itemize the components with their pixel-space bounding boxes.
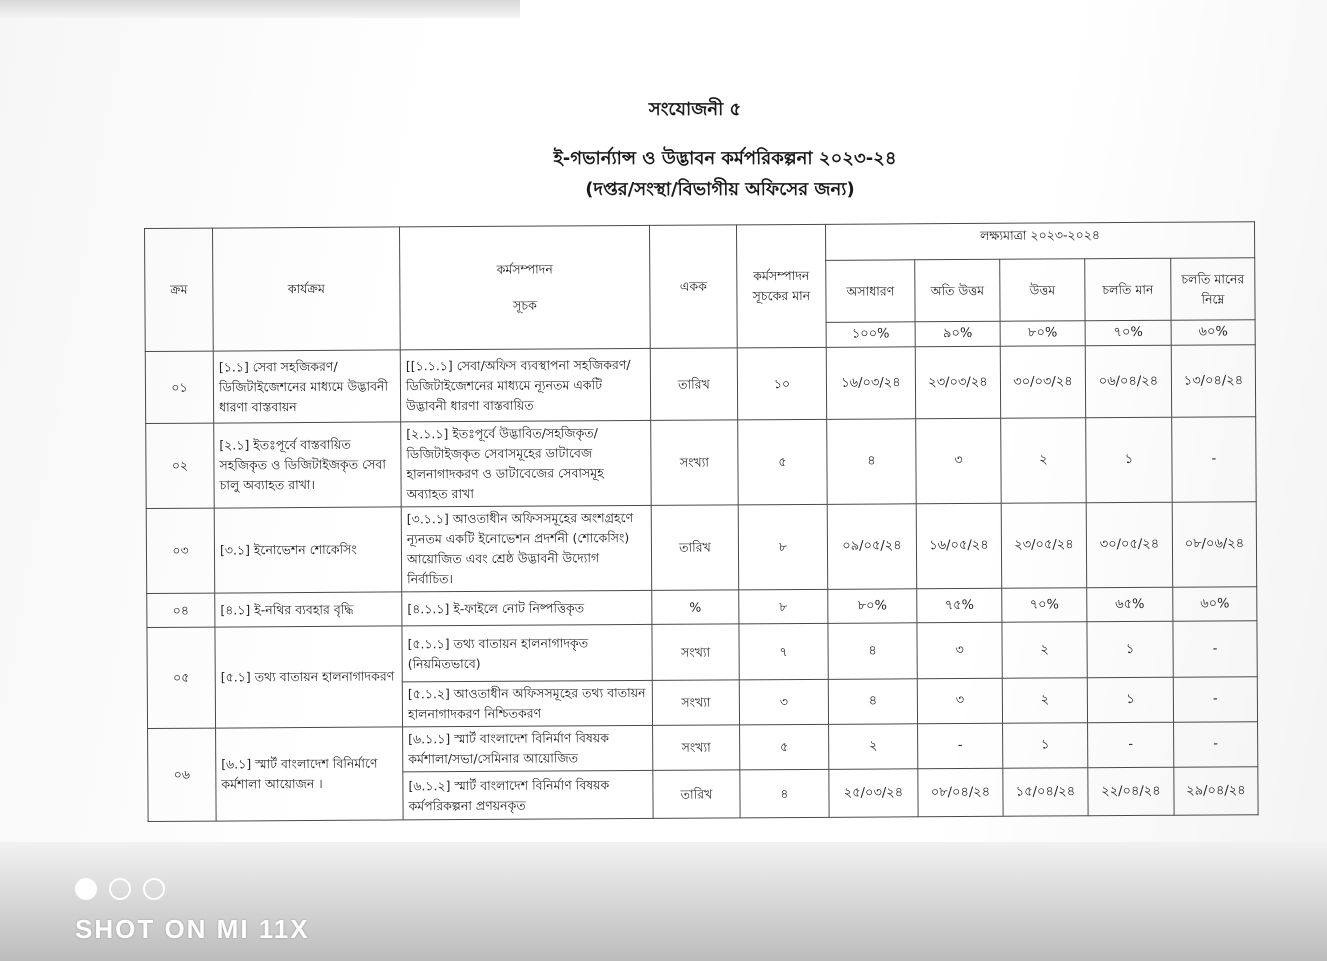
target-cell: ২৩/০৫/২৪ — [1001, 503, 1087, 589]
target-cell: ১৫/০৪/২৪ — [1003, 768, 1088, 817]
header-level-outstanding: অসাধারণ — [826, 260, 915, 323]
unit-cell: % — [652, 590, 739, 625]
header-indicator-top: কর্মসম্পাদন — [496, 261, 553, 277]
target-cell: ২২/০৪/২৪ — [1088, 767, 1174, 816]
target-cell: ৬৫% — [1087, 587, 1173, 622]
weight-cell: ৫ — [740, 724, 829, 770]
target-cell: ০৬/০৪/২৪ — [1085, 345, 1171, 418]
header-indicator — [399, 225, 650, 350]
serial-cell: ০২ — [146, 423, 215, 508]
circle-icon — [143, 878, 165, 900]
target-cell: ১ — [1086, 417, 1173, 503]
target-cell: ৪ — [828, 623, 917, 680]
activity-cell: [৪.১] ই-নথির ব্যবহার বৃদ্ধি — [215, 592, 402, 627]
indicator-cell: [৫.১.১] তথ্য বাতায়ন হালনাগাদকৃত (নিয়মিতভাবে) — [402, 624, 652, 682]
target-cell: - — [1088, 722, 1174, 768]
target-cell: ২ — [1002, 622, 1087, 679]
target-cell: ২ — [1001, 418, 1087, 504]
unit-cell: তারিখ — [651, 505, 739, 591]
target-cell: - — [1173, 621, 1257, 678]
target-cell: ২ — [1002, 678, 1087, 724]
target-cell: - — [1174, 722, 1258, 768]
header-percent: ৯০% — [915, 321, 1000, 347]
indicator-cell: [৬.১.২] স্মার্ট বাংলাদেশ বিনির্মাণ বিষয়ক কর্মপরিকল্পনা প্রণয়নকৃত — [403, 770, 653, 820]
target-cell: ২ — [829, 724, 918, 770]
weight-cell: ১০ — [737, 347, 826, 420]
table-row — [147, 621, 1257, 684]
target-cell: ৩০/০৩/২৪ — [1000, 346, 1085, 419]
header-target: লক্ষ্যমাত্রা ২০২৩-২০২৪ — [825, 222, 1254, 261]
table-row — [145, 345, 1255, 424]
header-level-very-good: অতি উত্তম — [915, 259, 1000, 322]
indicator-cell: [৪.১.১] ই-ফাইলে নোট নিষ্পত্তিকৃত — [402, 590, 652, 626]
header-weight: কর্মসম্পাদন সূচকের মান — [736, 224, 826, 348]
target-cell: ২৫/০৩/২৪ — [829, 769, 918, 818]
header-percent: ১০০% — [826, 322, 915, 348]
target-cell: ৩০/০৫/২৪ — [1086, 502, 1173, 588]
header-level-below-fair: চলতি মানের নিম্নে — [1171, 258, 1255, 321]
page-subtitle: (দপ্তর/সংস্থা/বিভাগীয় অফিসের জন্য) — [585, 179, 855, 200]
target-cell: ৪ — [828, 679, 917, 725]
target-cell: ৩ — [917, 622, 1002, 679]
watermark-text: SHOT ON MI 11X — [75, 914, 310, 944]
circle-icon — [109, 878, 131, 900]
header-percent: ৭০% — [1085, 320, 1171, 346]
target-cell: ১৬/০৩/২৪ — [826, 347, 915, 420]
header-activity: কার্যক্রম — [213, 227, 401, 351]
target-cell: ৩ — [917, 678, 1002, 724]
header-indicator-bottom: সূচক — [513, 297, 537, 313]
indicator-cell: [[১.১.১] সেবা/অফিস ব্যবস্থাপনা সহজিকরণ/ডিজিটাইজেশনের মাধ্যমে ন্যূনতম একটি উদ্ভাবনী ধারণা বাস্তবায়িত — [400, 348, 650, 422]
target-cell: ২৩/০৩/২৪ — [915, 346, 1000, 419]
header-percent: ৮০% — [1000, 321, 1085, 347]
target-cell: ১৬/০৫/২৪ — [916, 503, 1002, 589]
indicator-cell: [২.১.১] ইতঃপূর্বে উদ্ভাবিত/সহজিকৃত/ ডিজিটাইজকৃত সেবাসমূহের ডাটাবেজ হালনাগাদকরণ ও ডাটাবেজের সেবাসমূহ অব্যাহত রাখা — [401, 420, 652, 507]
indicator-cell: [৬.১.১] স্মার্ট বাংলাদেশ বিনির্মাণ বিষয়ক কর্মশালা/সভা/সেমিনার আয়োজিত — [403, 725, 653, 772]
plan-table-wrapper — [144, 221, 1259, 822]
paper-edge-shadow — [0, 0, 520, 18]
target-cell: - — [1173, 677, 1257, 723]
target-cell: ৭০% — [1002, 588, 1087, 623]
table-row — [146, 502, 1256, 594]
unit-cell: সংখ্যা — [651, 420, 739, 506]
unit-cell: সংখ্যা — [652, 680, 739, 726]
activity-cell: [২.১] ইতঃপূর্বে বাস্তবায়িত সহজিকৃত ও ডিজিটাইজকৃত সেবা চালু অব্যাহত রাখা। — [214, 422, 402, 508]
target-cell: ৭৫% — [917, 588, 1002, 623]
serial-cell: ০৫ — [147, 627, 216, 728]
unit-cell: সংখ্যা — [653, 725, 740, 771]
indicator-cell: [৫.১.২] আওতাধীন অফিসসমূহের তথ্য বাতায়ন হালনাগাদকরণ নিশ্চিতকরণ — [402, 680, 652, 727]
target-cell: - — [1172, 417, 1257, 503]
activity-cell: [৩.১] ইনোভেশন শোকেসিং — [214, 507, 402, 593]
target-cell: ১ — [1003, 723, 1088, 769]
header-level-good: উত্তম — [1000, 259, 1085, 322]
target-cell: ০৮/০৪/২৪ — [918, 768, 1003, 817]
unit-cell: তারিখ — [653, 770, 740, 819]
table-row — [148, 722, 1258, 774]
unit-cell: সংখ্যা — [652, 624, 739, 681]
target-cell: ২৯/০৪/২৪ — [1174, 767, 1258, 816]
unit-cell: তারিখ — [650, 348, 737, 421]
activity-cell: [১.১] সেবা সহজিকরণ/ ডিজিটাইজেশনের মাধ্যমে উদ্ভাবনী ধারণা বাস্তবায়ন — [213, 350, 400, 423]
table-row — [146, 417, 1256, 509]
watermark-dots — [75, 878, 310, 900]
serial-cell: ০৬ — [148, 728, 217, 821]
weight-cell: ৫ — [738, 419, 828, 505]
weight-cell: ৪ — [740, 769, 829, 818]
weight-cell: ৮ — [739, 589, 828, 624]
target-cell: ৮০% — [828, 589, 917, 624]
page-title: ই-গভার্ন্যান্স ও উদ্ভাবন কর্মপরিকল্পনা ২০২৩-২৪ — [553, 148, 897, 169]
serial-cell: ০৩ — [146, 508, 215, 593]
filled-circle-icon — [75, 878, 97, 900]
header-unit: একক — [649, 225, 737, 349]
target-cell: ০৯/০৫/২৪ — [827, 504, 917, 590]
target-cell: ১৩/০৪/২৪ — [1171, 345, 1255, 418]
weight-cell: ৭ — [739, 623, 828, 680]
activity-cell: [৬.১] স্মার্ট বাংলাদেশ বিনির্মাণে কর্মশালা আয়োজন । — [216, 727, 404, 821]
header-serial: ক্রম — [145, 228, 214, 351]
indicator-cell: [৩.১.১] আওতাধীন অফিসসমূহের অংশগ্রহণে ন্যূনতম একটি ইনোভেশন প্রদর্শনী (শোকেসিং) আয়োজিত এবং শ্রেষ্ঠ উদ্ভাবনী উদ্যোগ নির্বাচিত। — [401, 505, 652, 592]
serial-cell: ০১ — [145, 351, 213, 423]
target-cell: ১ — [1087, 621, 1173, 678]
weight-cell: ৩ — [739, 679, 828, 725]
weight-cell: ৮ — [738, 504, 828, 590]
target-cell: ৬০% — [1173, 587, 1257, 622]
target-cell: - — [918, 723, 1003, 769]
target-cell: ৪ — [827, 419, 917, 505]
serial-cell: ০৪ — [147, 593, 215, 627]
header-percent: ৬০% — [1171, 320, 1255, 346]
target-cell: ১ — [1087, 677, 1173, 723]
camera-watermark — [75, 878, 310, 945]
target-cell: ০৮/০৬/২৪ — [1172, 502, 1257, 588]
annex-label: সংযোজনী ৫ — [648, 99, 742, 120]
header-level-fair: চলতি মান — [1085, 258, 1171, 321]
action-plan-table — [144, 221, 1259, 822]
activity-cell: [৫.১] তথ্য বাতায়ন হালনাগাদকরণ — [215, 626, 403, 728]
target-cell: ৩ — [916, 418, 1002, 504]
